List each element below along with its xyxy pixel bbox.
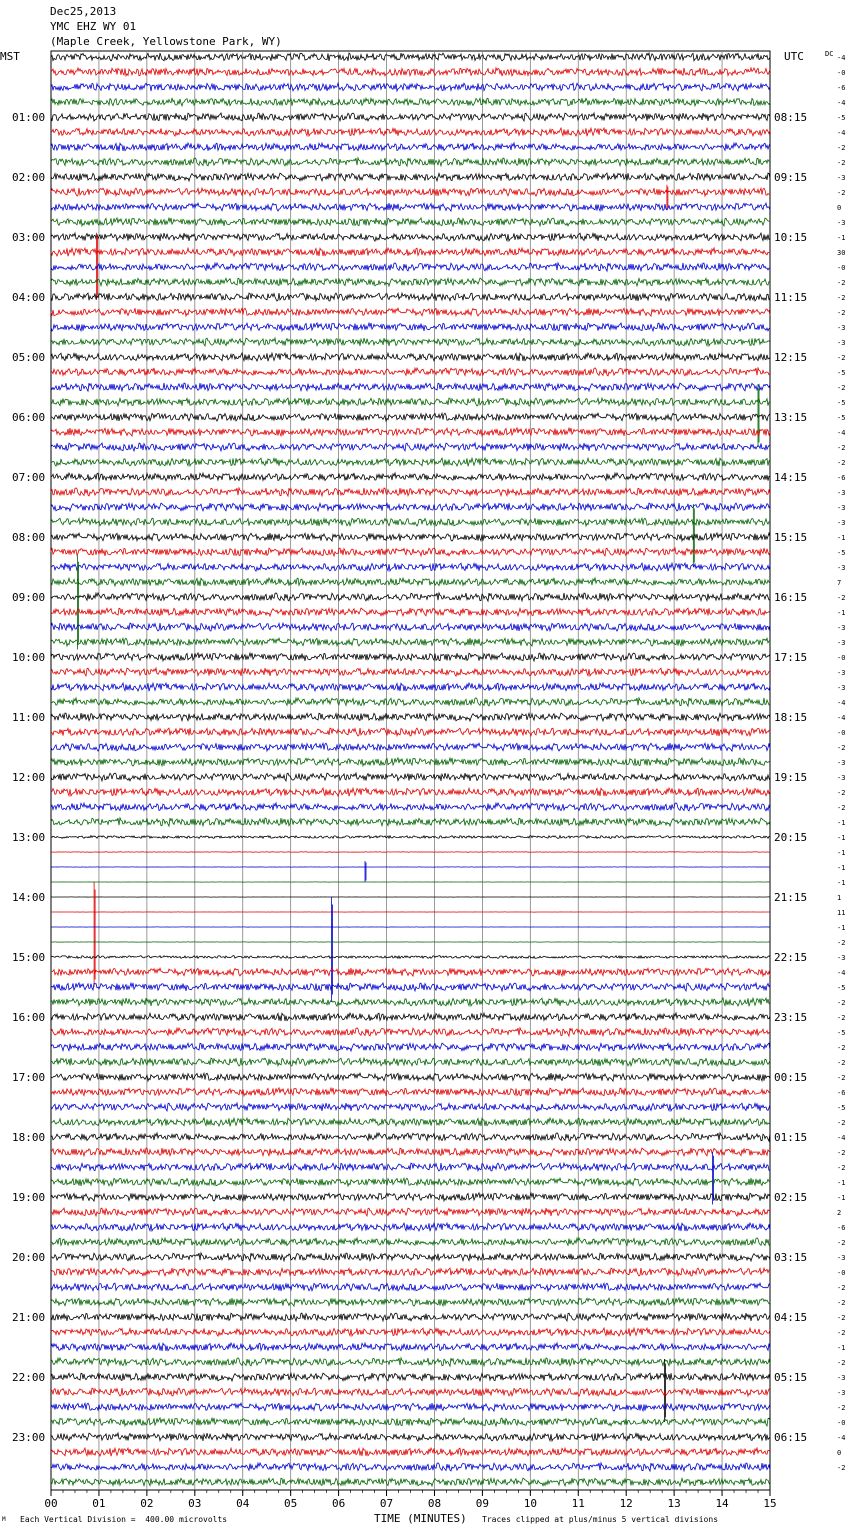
seismic-trace <box>51 1448 770 1456</box>
dc-offset-label: -2 <box>837 939 846 947</box>
dc-offset-label: -1 <box>837 1179 846 1187</box>
left-hour-label: 14:00 <box>12 891 46 904</box>
right-hour-label: 18:15 <box>774 711 808 724</box>
seismic-trace <box>51 788 770 796</box>
seismic-trace <box>51 443 770 451</box>
seismic-trace <box>51 293 770 301</box>
right-hour-label: 11:15 <box>774 291 808 304</box>
dc-offset-label: -5 <box>837 114 846 122</box>
dc-offset-label: 11 <box>837 909 846 917</box>
dc-offset-label: -2 <box>837 309 846 317</box>
x-tick-label: 11 <box>571 1497 585 1510</box>
seismic-trace <box>51 1133 770 1141</box>
dc-offset-label: -2 <box>837 1299 846 1307</box>
seismic-trace <box>51 638 770 646</box>
dc-offset-label: -1 <box>837 1344 846 1352</box>
dc-offset-label: -5 <box>837 549 846 557</box>
x-tick-label: 02 <box>140 1497 154 1510</box>
dc-offset-label: -6 <box>837 1224 846 1232</box>
seismic-trace <box>51 1073 770 1081</box>
right-hour-label: 09:15 <box>774 171 808 184</box>
left-hour-label: 17:00 <box>12 1071 46 1084</box>
left-hour-label: 21:00 <box>12 1311 46 1324</box>
seismic-trace <box>51 1358 770 1366</box>
dc-offset-label: -5 <box>837 369 846 377</box>
dc-offset-label: -2 <box>837 999 846 1007</box>
seismic-trace <box>51 1283 770 1291</box>
seismic-trace <box>51 458 770 466</box>
right-hour-label: 05:15 <box>774 1371 808 1384</box>
left-hour-label: 01:00 <box>12 111 46 124</box>
dc-offset-label: 30 <box>837 249 846 257</box>
seismic-trace <box>51 1298 770 1306</box>
seismic-trace <box>51 308 770 316</box>
dc-offset-label: -0 <box>837 1269 846 1277</box>
clip-note: Traces clipped at plus/minus 5 vertical divisions <box>482 1515 719 1524</box>
seismic-trace <box>51 383 770 391</box>
x-tick-label: 04 <box>236 1497 250 1510</box>
seismic-trace <box>51 1028 770 1036</box>
seismic-trace <box>51 1433 770 1441</box>
header-date: Dec25,2013 <box>50 5 117 18</box>
left-hour-label: 08:00 <box>12 531 46 544</box>
x-axis-title: TIME (MINUTES) <box>374 1512 467 1525</box>
seismic-trace <box>51 338 770 346</box>
seismic-trace <box>51 1253 770 1261</box>
right-hour-label: 12:15 <box>774 351 808 364</box>
x-axis <box>44 1490 776 1510</box>
dc-offset-label: -5 <box>837 1104 846 1112</box>
seismic-trace <box>51 1478 770 1486</box>
seismic-trace <box>51 1058 770 1066</box>
dc-offset-label: -3 <box>837 669 846 677</box>
seismic-trace <box>51 623 770 631</box>
trace-group <box>51 53 770 1486</box>
right-hour-label: 02:15 <box>774 1191 808 1204</box>
seismic-trace <box>51 233 770 241</box>
seismic-trace <box>51 353 770 361</box>
dc-offset-label: -3 <box>837 519 846 527</box>
dc-offset-label: -3 <box>837 174 846 182</box>
dc-offset-label: -2 <box>837 594 846 602</box>
right-hour-label: 21:15 <box>774 891 808 904</box>
dc-offset-label: -2 <box>837 1329 846 1337</box>
dc-offset-label: -2 <box>837 1149 846 1157</box>
dc-offset-label: 1 <box>837 894 842 902</box>
dc-offset-label: -3 <box>837 1254 846 1262</box>
x-tick-label: 09 <box>475 1497 490 1510</box>
right-hour-label: 03:15 <box>774 1251 808 1264</box>
dc-offset-label: -1 <box>837 1194 846 1202</box>
dc-offset-label: 7 <box>837 579 842 587</box>
seismic-trace <box>51 983 770 991</box>
dc-offset-label: -3 <box>837 954 846 962</box>
seismic-trace <box>51 1118 770 1126</box>
right-hour-label: 23:15 <box>774 1011 808 1024</box>
right-hour-label: 00:15 <box>774 1071 808 1084</box>
seismic-trace <box>51 1043 770 1051</box>
seismic-trace <box>51 323 770 331</box>
x-tick-label: 12 <box>619 1497 633 1510</box>
seismic-trace <box>51 683 770 691</box>
dc-offset-label: -2 <box>837 1404 846 1412</box>
right-timezone-label: UTC <box>784 50 804 63</box>
right-hour-label: 20:15 <box>774 831 808 844</box>
dc-offset-label: -2 <box>837 804 846 812</box>
dc-offset-label: -2 <box>837 294 846 302</box>
dc-offset-label: -3 <box>837 1389 846 1397</box>
seismic-trace <box>51 173 770 181</box>
right-hour-label: 17:15 <box>774 651 808 664</box>
dc-offset-label: -3 <box>837 219 846 227</box>
left-hour-label: 05:00 <box>12 351 46 364</box>
seismic-trace <box>51 743 770 751</box>
corner-mark: M <box>2 1516 6 1523</box>
dc-offset-label: -6 <box>837 84 846 92</box>
seismic-trace <box>51 1238 770 1246</box>
x-tick-label: 08 <box>427 1497 442 1510</box>
x-tick-label: 03 <box>188 1497 202 1510</box>
seismic-trace <box>51 1403 770 1411</box>
seismic-trace <box>51 263 770 271</box>
seismic-trace <box>51 143 770 151</box>
seismic-trace <box>51 555 770 650</box>
dc-label: DC <box>825 50 834 58</box>
seismic-trace <box>51 998 770 1006</box>
dc-offset-label: 2 <box>837 1209 842 1217</box>
seismic-trace <box>51 653 770 661</box>
dc-offset-label: -2 <box>837 1314 846 1322</box>
seismic-trace <box>51 1148 770 1156</box>
dc-offset-label: -2 <box>837 789 846 797</box>
dc-offset-label: -1 <box>837 924 846 932</box>
dc-offset-label: -4 <box>837 429 846 437</box>
seismic-trace <box>51 1268 770 1276</box>
seismic-trace <box>51 533 770 541</box>
dc-offset-label: -4 <box>837 54 846 62</box>
left-hour-label: 02:00 <box>12 171 46 184</box>
left-hour-label: 11:00 <box>12 711 46 724</box>
x-tick-label: 01 <box>92 1497 106 1510</box>
seismic-trace <box>51 836 770 839</box>
dc-offset-label: -2 <box>837 1359 846 1367</box>
x-tick-label: 10 <box>523 1497 537 1510</box>
seismic-trace <box>51 956 770 959</box>
dc-offset-label: -3 <box>837 639 846 647</box>
dc-offset-label: -0 <box>837 654 846 662</box>
left-hour-label: 22:00 <box>12 1371 46 1384</box>
seismic-trace <box>51 98 770 106</box>
left-hour-label: 15:00 <box>12 951 46 964</box>
left-hour-label: 13:00 <box>12 831 46 844</box>
seismic-trace <box>51 1088 770 1096</box>
dc-offset-label: -2 <box>837 1074 846 1082</box>
dc-offset-label: -3 <box>837 324 846 332</box>
left-hour-label: 23:00 <box>12 1431 46 1444</box>
dc-offset-label: -3 <box>837 1374 846 1382</box>
seismic-trace <box>51 1013 770 1021</box>
seismic-trace <box>51 713 770 721</box>
dc-offset-label: -5 <box>837 414 846 422</box>
right-hour-label: 16:15 <box>774 591 808 604</box>
left-hour-label: 03:00 <box>12 231 46 244</box>
left-hour-label: 06:00 <box>12 411 46 424</box>
seismic-trace <box>51 368 770 376</box>
dc-offset-label: -2 <box>837 159 846 167</box>
seismic-trace <box>51 68 770 76</box>
dc-offset-label: -3 <box>837 774 846 782</box>
seismic-trace <box>51 968 770 976</box>
dc-offset-label: -1 <box>837 879 846 887</box>
right-hour-label: 22:15 <box>774 951 808 964</box>
dc-offset-label: -2 <box>837 744 846 752</box>
dc-offset-label: -4 <box>837 129 846 137</box>
dc-offset-label: -1 <box>837 819 846 827</box>
right-hour-label: 13:15 <box>774 411 808 424</box>
left-hour-label: 07:00 <box>12 471 46 484</box>
dc-offset-label: -2 <box>837 1044 846 1052</box>
x-tick-label: 05 <box>284 1497 298 1510</box>
seismic-trace <box>51 1418 770 1426</box>
seismic-trace <box>51 233 770 300</box>
seismic-trace <box>51 548 770 556</box>
seismic-trace <box>51 1388 770 1396</box>
dc-offset-label: -2 <box>837 1284 846 1292</box>
dc-offset-label: -2 <box>837 354 846 362</box>
dc-offset-label: -2 <box>837 459 846 467</box>
x-tick-label: 00 <box>44 1497 58 1510</box>
seismic-trace <box>51 1328 770 1336</box>
seismic-trace <box>51 503 770 511</box>
dc-offset-label: -1 <box>837 834 846 842</box>
dc-offset-label: -2 <box>837 1239 846 1247</box>
left-hour-label: 20:00 <box>12 1251 46 1264</box>
dc-offset-label: 0 <box>837 204 842 212</box>
seismic-trace <box>51 83 770 91</box>
dc-offset-label: -0 <box>837 729 846 737</box>
left-hour-label: 12:00 <box>12 771 46 784</box>
dc-offset-label: -5 <box>837 984 846 992</box>
left-hour-label: 19:00 <box>12 1191 46 1204</box>
seismic-trace <box>51 1343 770 1351</box>
seismic-trace <box>51 593 770 601</box>
dc-offset-label: -4 <box>837 99 846 107</box>
right-hour-label: 15:15 <box>774 531 808 544</box>
left-hour-label: 18:00 <box>12 1131 46 1144</box>
seismic-trace <box>51 1313 770 1321</box>
dc-offset-label: -2 <box>837 1119 846 1127</box>
dc-offset-label: -1 <box>837 609 846 617</box>
dc-offset-label: -2 <box>837 189 846 197</box>
dc-offset-label: -4 <box>837 1134 846 1142</box>
seismic-trace <box>51 428 770 436</box>
seismic-trace <box>51 563 770 571</box>
dc-offset-label: -2 <box>837 1164 846 1172</box>
seismic-trace <box>51 668 770 676</box>
right-hour-label: 06:15 <box>774 1431 808 1444</box>
seismic-trace <box>51 113 770 121</box>
seismic-trace <box>51 1193 770 1201</box>
right-hour-label: 14:15 <box>774 471 808 484</box>
dc-offset-label: -2 <box>837 1014 846 1022</box>
dc-offset-label: 0 <box>837 1449 842 1457</box>
seismic-trace <box>51 758 770 766</box>
seismic-trace <box>51 728 770 736</box>
left-hour-label: 09:00 <box>12 591 46 604</box>
dc-offset-label: -4 <box>837 969 846 977</box>
dc-offset-label: -5 <box>837 399 846 407</box>
dc-offset-label: -2 <box>837 384 846 392</box>
right-hour-label: 08:15 <box>774 111 808 124</box>
x-tick-label: 15 <box>763 1497 777 1510</box>
dc-offset-label: -2 <box>837 1464 846 1472</box>
dc-offset-label: -3 <box>837 759 846 767</box>
x-tick-label: 07 <box>379 1497 394 1510</box>
left-timezone-label: MST <box>0 50 20 63</box>
dc-offset-label: -1 <box>837 234 846 242</box>
right-hour-label: 04:15 <box>774 1311 808 1324</box>
seismic-trace <box>51 882 770 987</box>
left-hour-label: 10:00 <box>12 651 46 664</box>
dc-offset-label: -2 <box>837 1059 846 1067</box>
left-hour-label: 04:00 <box>12 291 46 304</box>
dc-offset-label: -5 <box>837 1029 846 1037</box>
seismic-trace <box>51 1178 770 1186</box>
x-tick-label: 13 <box>667 1497 681 1510</box>
seismic-trace <box>51 861 770 882</box>
seismic-trace <box>51 413 770 421</box>
x-tick-label: 14 <box>715 1497 729 1510</box>
seismic-trace <box>51 1103 770 1111</box>
dc-offset-label: -2 <box>837 144 846 152</box>
dc-offset-label: -4 <box>837 714 846 722</box>
seismic-trace <box>51 818 770 826</box>
dc-offset-label: -1 <box>837 864 846 872</box>
dc-offset-label: -4 <box>837 699 846 707</box>
seismic-trace <box>51 53 770 61</box>
dc-offset-label: -1 <box>837 849 846 857</box>
scale-note: Each Vertical Division = 400.00 microvolts <box>20 1515 228 1524</box>
dc-offset-label: -0 <box>837 264 846 272</box>
dc-offset-label: -3 <box>837 339 846 347</box>
seismic-trace <box>51 1223 770 1231</box>
dc-offset-label: -3 <box>837 684 846 692</box>
dc-offset-label: -3 <box>837 564 846 572</box>
seismic-trace <box>51 773 770 781</box>
right-hour-label: 10:15 <box>774 231 808 244</box>
header-station: YMC EHZ WY 01 <box>50 20 137 33</box>
seismic-trace <box>51 504 770 567</box>
dc-offset-label: -0 <box>837 1419 846 1427</box>
seismic-trace <box>51 803 770 811</box>
seismic-trace <box>51 488 770 496</box>
seismic-trace <box>51 128 770 136</box>
seismic-trace <box>51 698 770 706</box>
seismic-trace <box>51 218 770 226</box>
dc-offset-label: -2 <box>837 444 846 452</box>
dc-offset-label: -3 <box>837 624 846 632</box>
seismic-trace <box>51 608 770 616</box>
seismic-trace <box>51 203 770 211</box>
seismic-trace <box>51 278 770 286</box>
seismic-trace <box>51 1463 770 1471</box>
right-hour-label: 01:15 <box>774 1131 808 1144</box>
header-location: (Maple Creek, Yellowstone Park, WY) <box>50 35 282 48</box>
right-hour-label: 19:15 <box>774 771 808 784</box>
dc-offset-label: -1 <box>837 534 846 542</box>
seismic-trace <box>51 473 770 481</box>
dc-offset-label: -6 <box>837 1089 846 1097</box>
dc-offset-label: -2 <box>837 279 846 287</box>
dc-offset-label: -0 <box>837 69 846 77</box>
dc-offset-label: -3 <box>837 489 846 497</box>
dc-offset-label: -3 <box>837 504 846 512</box>
seismic-trace <box>51 158 770 166</box>
dc-offset-label: -6 <box>837 474 846 482</box>
dc-offset-label: -4 <box>837 1434 846 1442</box>
seismic-trace <box>51 1208 770 1216</box>
left-hour-label: 16:00 <box>12 1011 46 1024</box>
x-tick-label: 06 <box>331 1497 346 1510</box>
